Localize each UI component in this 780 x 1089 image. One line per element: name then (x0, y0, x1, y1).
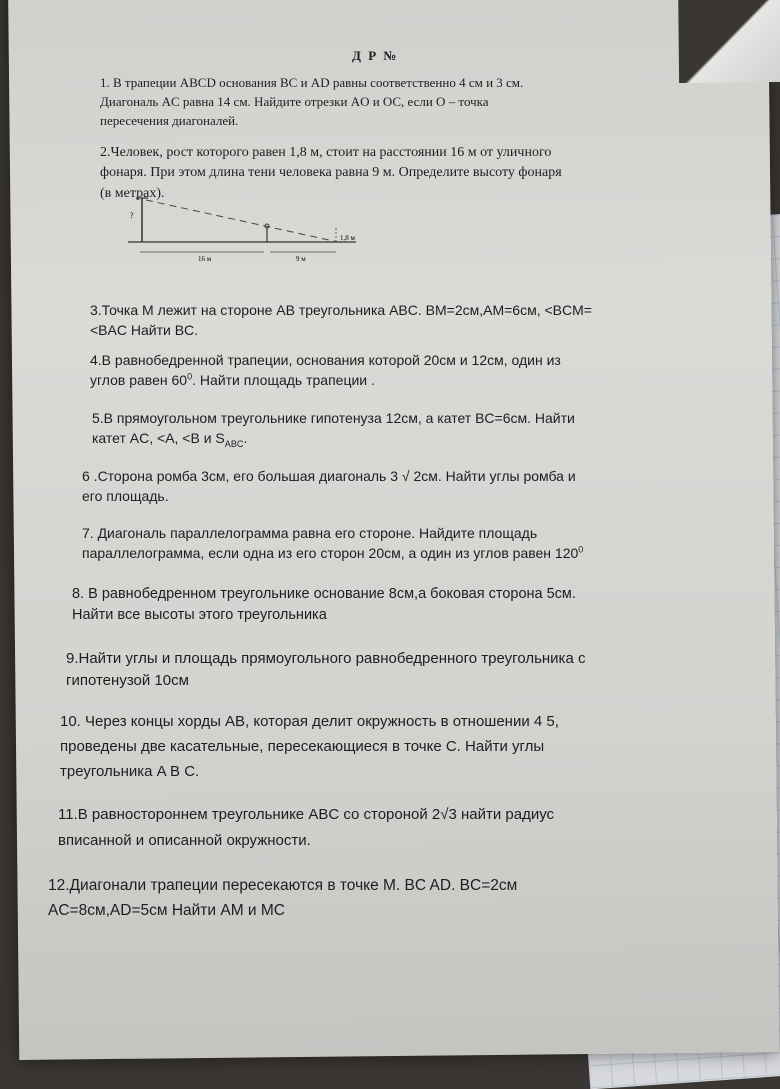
task-7 (82, 523, 702, 564)
task-line: вписанной и описанной окружности. (58, 831, 311, 849)
task-line: 8. В равнобедренном треугольнике основание 8см,а боковая сторона 5см. (72, 586, 576, 602)
task-line: фонаря. При этом длина тени человека равна 9 м. Определите высоту фонаря (100, 165, 562, 181)
degree-superscript: 0 (187, 371, 193, 382)
degree-superscript: 0 (578, 544, 584, 555)
task-9 (66, 648, 706, 692)
distance-label-16: 16 м (198, 255, 212, 263)
task-line: его площадь. (82, 488, 169, 505)
task-4 (90, 350, 690, 391)
task-text: катет AC, <A, <B и S (92, 430, 225, 447)
task-line: 7. Диагональ параллелограмма равна его стороне. Найдите площадь (82, 525, 538, 541)
task-11 (58, 802, 678, 853)
task-line: 9.Найти углы и площадь прямоугольного равнобедренного треугольника с (66, 650, 586, 667)
task-line (90, 370, 690, 390)
task-line: Найти все высоты этого треугольника (72, 607, 327, 624)
task-line (92, 428, 692, 451)
task-12 (48, 874, 688, 924)
person-height-label: 1,8 м (340, 234, 355, 242)
task-text: . (243, 430, 248, 447)
task-line: Диагональ AC равна 14 см. Найдите отрезки AO и OC, если O – точка (100, 93, 489, 109)
task-line: проведены две касательные, пересекающиеся в точке C. Найти углы (60, 737, 545, 755)
task-text: . Найти площадь трапеции . (192, 372, 375, 389)
task-line (82, 543, 702, 563)
task-1 (100, 74, 660, 131)
task-line: 3.Точка M лежит на стороне AB треугольника ABC. BM=2см,AM=6см, <BCM= (90, 302, 592, 318)
lamp-height-label: ? (130, 211, 134, 220)
task-line: 5.В прямоугольном треугольнике гипотенуза 12см, а катет BC=6см. Найти (92, 410, 575, 426)
distance-label-9: 9 м (296, 255, 306, 263)
task-line: 12.Диагонали трапеции пересекаются в точке M. BC AD. BC=2см (48, 877, 518, 894)
task-line: AC=8см,AD=5см Найти AM и MC (48, 901, 285, 919)
task-line: 10. Через концы хорды AB, которая делит окружность в отношении 4 5, (60, 713, 559, 730)
task-line: 11.В равностороннем треугольнике ABC со стороной 2√3 найти радиус (58, 806, 555, 823)
task-line: пересечения диагоналей. (100, 112, 239, 128)
task-10 (60, 710, 680, 784)
task-text: углов равен 60 (90, 372, 188, 389)
task-5 (92, 408, 692, 451)
task-line: (в метрах). (100, 185, 165, 201)
lamp-shadow-figure (126, 194, 366, 264)
task-text: параллелограмма, если одна из его сторон 20см, а один из углов равен 120 (82, 545, 579, 562)
task-line: гипотенузой 10см (66, 671, 189, 689)
task-6 (82, 466, 682, 507)
task-line: <BAC Найти BC. (90, 322, 199, 339)
page-title: Д Р № (352, 48, 399, 63)
task-line: 1. В трапеции ABCD основания BC и AD равны соответственно 4 см и 3 см. (100, 75, 524, 90)
task-line: треугольника A B C. (60, 762, 200, 780)
light-ray (146, 200, 338, 242)
task-3 (90, 300, 690, 341)
area-subscript: ABC (224, 439, 244, 450)
task-line: 4.В равнобедренной трапеции, основания которой 20см и 12см, один из (90, 352, 561, 368)
task-line: 2.Человек, рост которого равен 1,8 м, стоит на расстоянии 16 м от уличного (100, 145, 552, 160)
task-8 (72, 584, 692, 626)
task-line: 6 .Сторона ромба 3см, его большая диагональ 3 √ 2см. Найти углы ромба и (82, 468, 576, 484)
